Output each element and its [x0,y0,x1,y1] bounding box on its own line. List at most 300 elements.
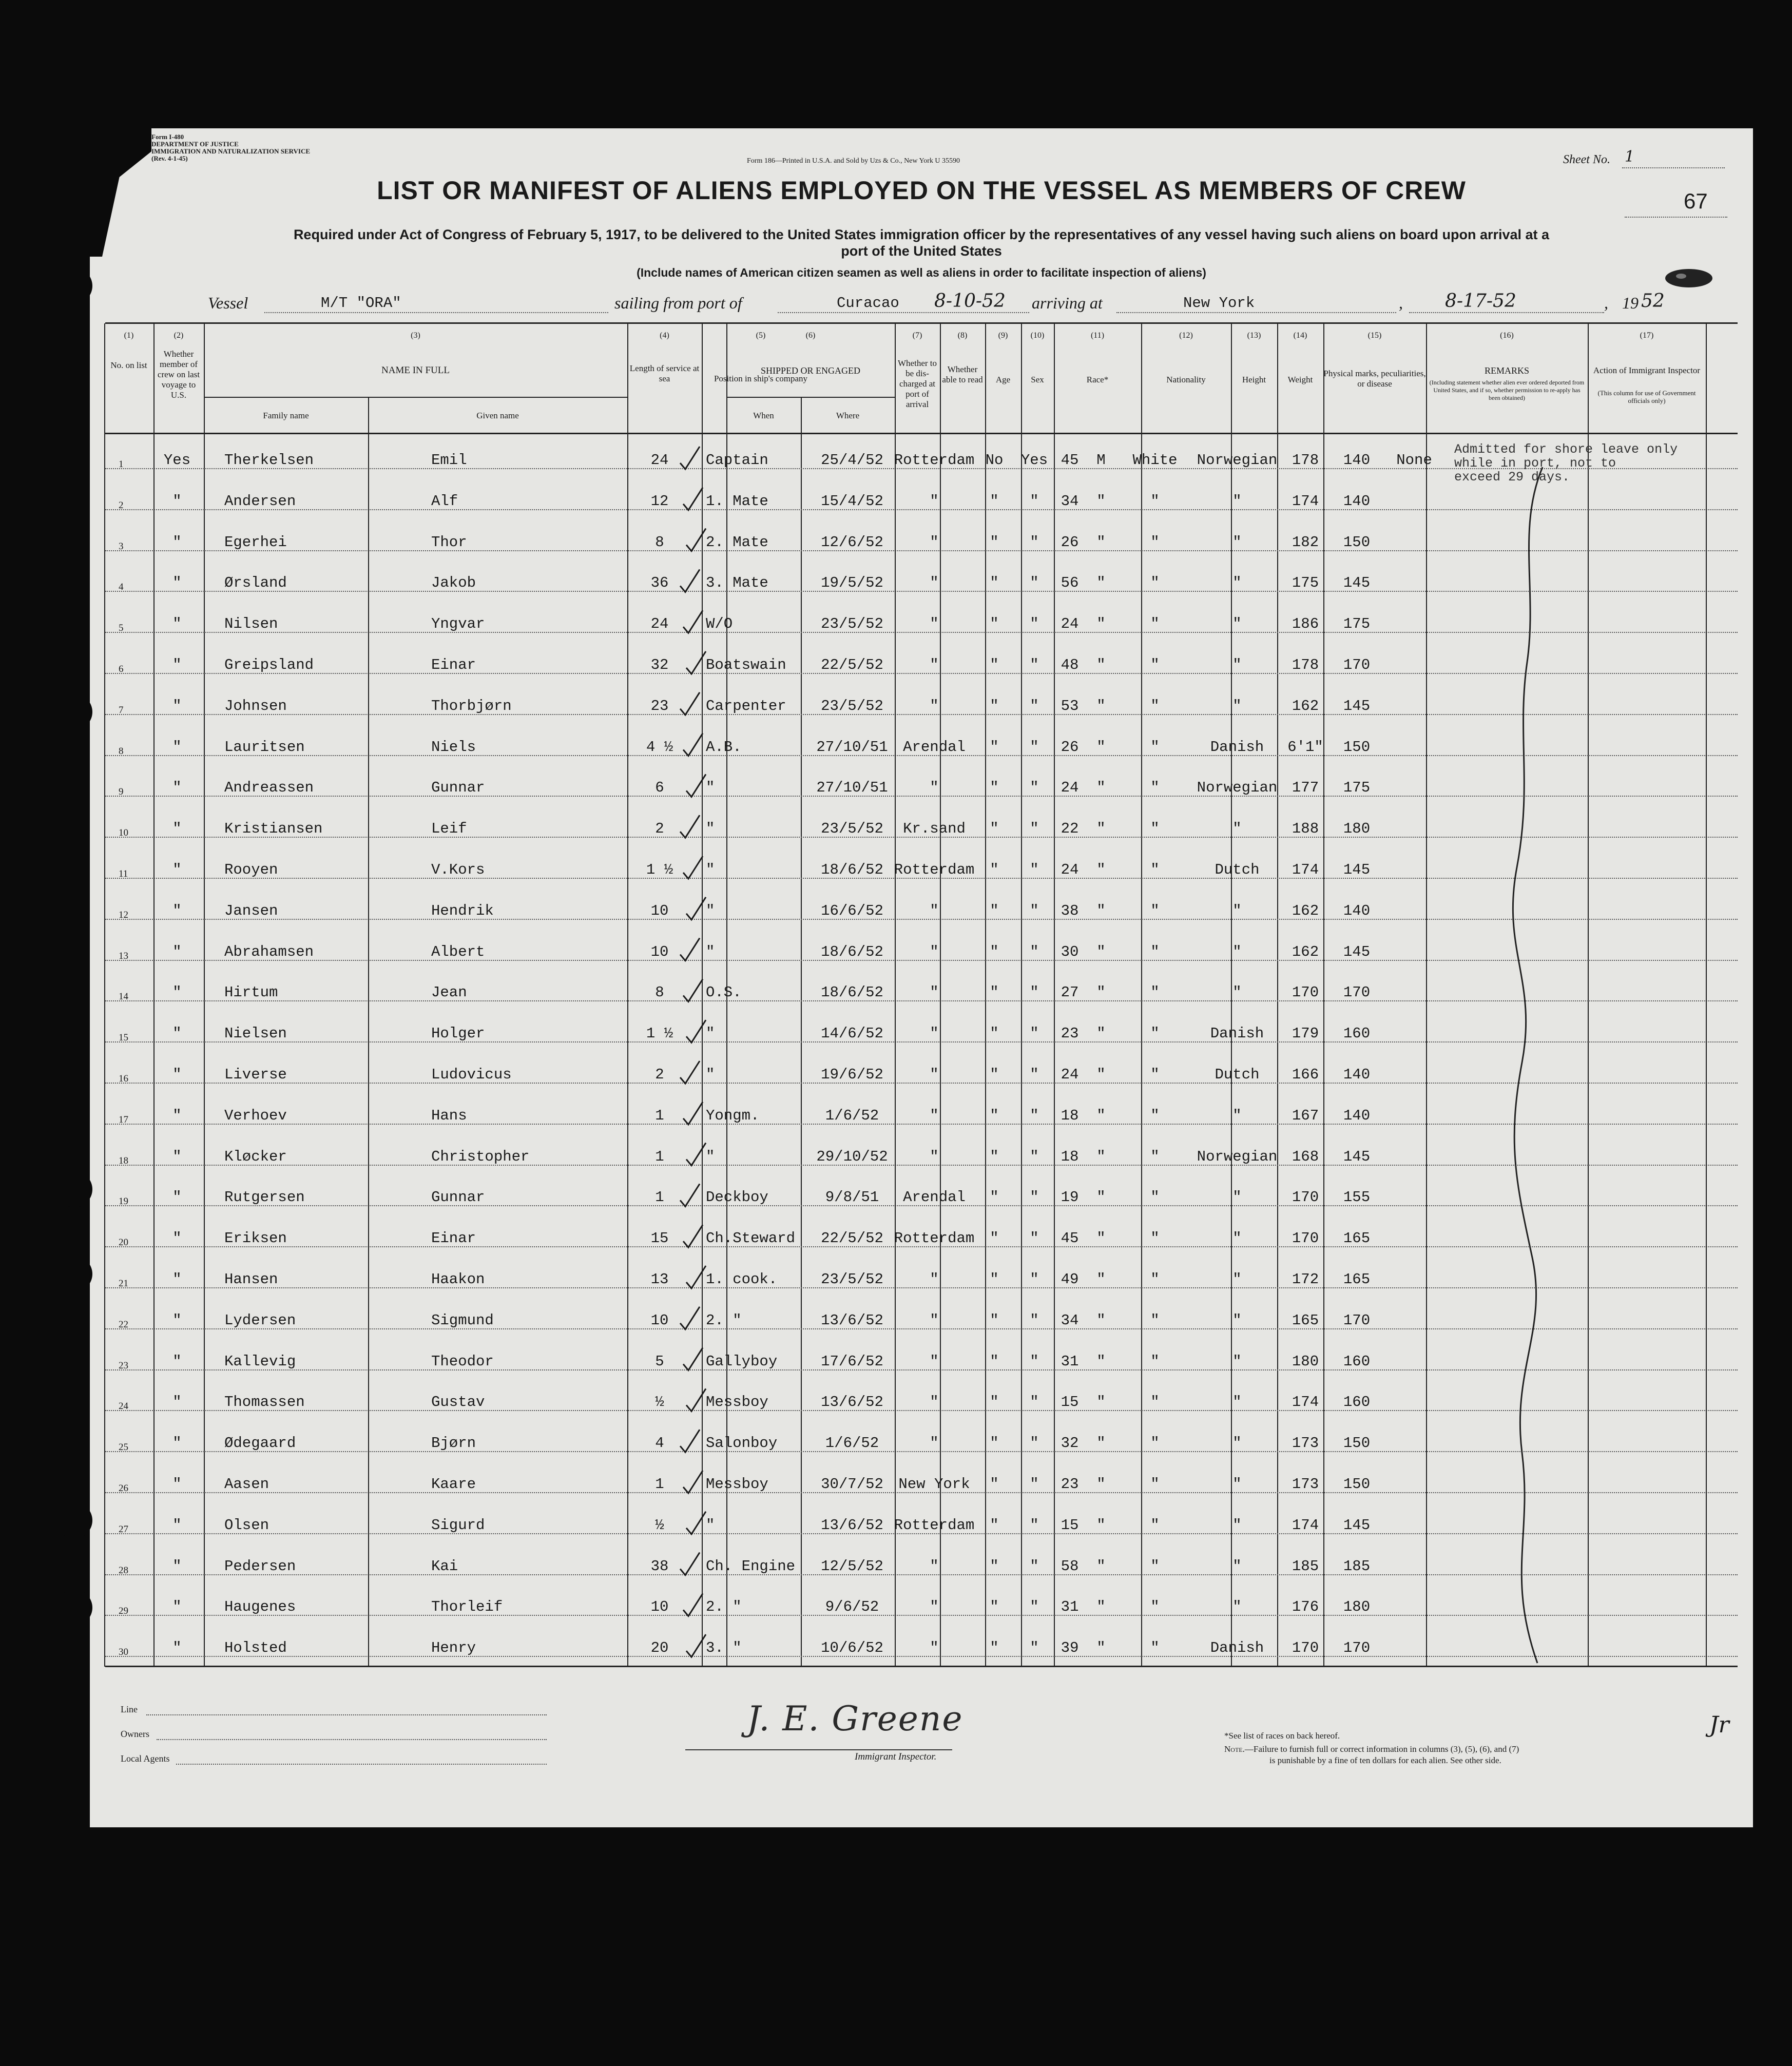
row-number: 6 [119,664,124,674]
cell-when: 29/10/52 [816,1148,888,1165]
cell-age: 15 [1061,1394,1079,1411]
cell-service: 15 [650,1230,669,1247]
subtitle-line-2: port of the United States [841,243,1002,259]
vessel-name: M/T "ORA" [321,295,401,312]
cell-nationality: " [1232,533,1242,551]
subtitle-line-1: Required under Act of Congress of February 5, 1917, to be delivered to the United States immigration officer by the representatives of any vessel having such aliens on board upon arrival at a [293,227,1550,242]
cell-discharged: " [990,1598,999,1616]
cell-given: Haakon [431,1271,485,1288]
cell-read: " [1030,861,1039,878]
cell-where: Rotterdam [894,1230,975,1247]
cell-where: " [930,1311,939,1329]
cell-discharged: " [990,697,999,715]
cell-when: 10/6/52 [821,1639,883,1657]
cell-age: 22 [1061,820,1079,838]
cell-age: 39 [1061,1639,1079,1657]
cell-age: 38 [1061,902,1079,919]
cell-height: 170 [1292,1639,1319,1657]
cell-position: 3. Mate [706,574,768,592]
form-id-line: Form I-480 [151,133,184,141]
remarks-stamp-line: Admitted for shore leave only [1454,442,1678,457]
cell-age: 45 [1061,1230,1079,1247]
cell-prev: " [172,1230,182,1247]
cell-position: " [706,1148,715,1165]
cell-where: Rotterdam [894,452,975,469]
cell-sex: " [1096,1025,1106,1042]
cell-age: 19 [1061,1189,1079,1206]
cell-age: 26 [1061,738,1079,756]
cell-race: " [1150,574,1160,592]
cell-where: " [930,779,939,797]
form-id-line: IMMIGRATION AND NATURALIZATION SERVICE [151,147,311,155]
cell-height: 173 [1292,1476,1319,1493]
cell-sex: " [1096,1311,1106,1329]
cell-prev: " [172,1598,182,1616]
cell-where: " [930,657,939,673]
row-number: 10 [119,827,128,839]
cell-weight: 140 [1343,1107,1371,1124]
cell-nationality: " [1232,1598,1242,1616]
column-number: (8) [957,331,968,340]
cell-discharged: No [985,452,1004,469]
cell-weight: 150 [1343,1476,1371,1493]
cell-given: Gustav [431,1394,485,1411]
col-header-family: Family name [263,411,309,420]
cell-read: " [1030,1148,1039,1165]
cell-service: 1 [655,1189,664,1206]
cell-weight: 160 [1343,1394,1371,1411]
cell-weight: 170 [1343,1639,1371,1657]
cell-sex: " [1096,1189,1106,1206]
cell-given: Thorleif [431,1598,503,1616]
cell-family: Kløcker [224,1148,287,1165]
cell-nationality: " [1232,1516,1242,1534]
col-header-discharged: Whether to be dis-charged at port of arrival [898,358,937,409]
cell-height: 175 [1292,574,1319,592]
cell-nationality: " [1232,902,1242,919]
check-mark [680,569,700,592]
cell-age: 34 [1061,1311,1079,1329]
col-header-remarks: REMARKS [1484,365,1530,376]
cell-prev: " [172,1107,182,1124]
cell-discharged: " [990,1230,999,1247]
cell-given: Hendrik [431,902,494,919]
cell-sex: " [1096,697,1106,715]
cell-height: 174 [1292,1516,1319,1534]
cell-discharged: " [990,1311,999,1329]
cell-family: Kallevig [224,1353,296,1370]
cell-when: 15/4/52 [821,492,883,510]
col-header-when: When [753,411,774,420]
punch-hole [56,1256,92,1292]
cell-height: 173 [1292,1435,1319,1452]
cell-when: 13/6/52 [821,1311,883,1329]
cell-height: 6'1" [1287,738,1323,756]
cell-where: " [930,1107,939,1124]
column-number: (13) [1247,331,1261,340]
cell-nationality: Norwegian [1197,779,1278,797]
cell-prev: " [172,1025,182,1042]
cell-service: 24 [650,615,669,633]
cell-nationality: " [1232,1230,1242,1247]
cell-service: 2 [655,1066,664,1083]
check-mark [686,651,706,674]
cell-discharged: " [990,902,999,919]
cell-weight: 170 [1343,984,1371,1001]
cell-where: Arendal [903,1189,966,1206]
row-number: 14 [119,991,128,1002]
sailing-date: 8-10-52 [934,291,1006,312]
cell-prev: " [172,943,182,960]
cell-weight: 185 [1343,1557,1371,1575]
sailing-from-label: sailing from port of [614,294,742,312]
cell-prev: " [172,1271,182,1288]
cell-nationality: " [1232,697,1242,715]
cell-when: 27/10/51 [816,779,888,797]
cell-sex: " [1096,1516,1106,1534]
cell-nationality: " [1232,1271,1242,1288]
cell-race: " [1150,1148,1160,1165]
column-number: (12) [1179,331,1193,340]
cell-sex: " [1096,1148,1106,1165]
cell-family: Liverse [224,1066,287,1083]
cell-given: Kaare [431,1476,476,1493]
col-header-race: Race* [1086,375,1109,384]
cell-when: 9/8/51 [825,1189,879,1206]
cell-nationality: " [1232,574,1242,592]
cell-discharged: " [990,861,999,878]
col-header-action-note: (This column for use of Government officials only) [1597,389,1696,404]
footer-agents-label: Local Agents [121,1753,170,1764]
cell-position: Salonboy [706,1435,778,1452]
cell-position: 3. " [706,1639,742,1657]
cell-service: 10 [650,902,669,919]
cell-family: Abrahamsen [224,943,314,960]
col-header-read: Whether able to read [942,364,983,384]
cell-weight: 145 [1343,574,1371,592]
cell-weight: 145 [1343,1148,1371,1165]
cell-when: 22/5/52 [821,1230,883,1247]
cell-position: 2. " [706,1598,742,1616]
col-header-no: No. on list [110,360,147,370]
cell-nationality: " [1232,943,1242,960]
cell-position: Boatswain [706,657,786,673]
comma-separator: , [1604,294,1608,312]
punch-hole [56,1502,92,1538]
cell-service: 1 [655,1476,664,1493]
cell-read: " [1030,615,1039,633]
cell-sex: " [1096,861,1106,878]
cell-prev: " [172,615,182,633]
cell-read: " [1030,1476,1039,1493]
cell-age: 15 [1061,1516,1079,1534]
cell-service: 1 [655,1148,664,1165]
cell-service: 2 [655,820,664,838]
col-header-height: Height [1242,375,1266,384]
cell-height: 162 [1292,697,1319,715]
note-label: Note. [1224,1744,1245,1754]
cell-prev: " [172,1435,182,1452]
cell-where: " [930,1148,939,1165]
cell-where: " [930,902,939,919]
row-number: 21 [119,1278,128,1289]
row-number: 11 [119,868,128,879]
penalty-note-2: is punishable by a fine of ten dollars for each alien. See other side. [1269,1755,1501,1765]
cell-sex: " [1096,1230,1106,1247]
cell-sex: " [1096,1557,1106,1575]
cell-age: 24 [1061,615,1079,633]
cell-height: 186 [1292,615,1319,633]
cell-read: " [1030,820,1039,838]
cell-prev: " [172,984,182,1001]
cell-discharged: " [990,1025,999,1042]
col-header-service: Length of service at sea [629,363,700,383]
cell-nationality: Danish [1210,1025,1264,1042]
footer-owners-underline [157,1739,547,1740]
cell-discharged: " [990,1353,999,1370]
cell-given: Jean [431,984,467,1001]
cell-nationality: " [1232,1353,1242,1370]
cell-sex: " [1096,779,1106,797]
row-number: 15 [119,1032,128,1044]
punch-hole [56,1171,92,1207]
col-header-remarks-note: (Including statement whether alien ever ordered deported from United States, and if so, whether permission to re-apply has been obtained) [1429,379,1585,401]
cell-position: " [706,943,715,960]
cell-nationality: Dutch [1215,861,1260,878]
cell-family: Andreassen [224,779,314,797]
cell-when: 14/6/52 [821,1025,883,1042]
cell-weight: 145 [1343,861,1371,878]
cell-weight: 180 [1343,820,1371,838]
cell-discharged: " [990,1476,999,1493]
cell-given: Theodor [431,1353,494,1370]
cell-read: " [1030,1311,1039,1329]
check-mark [680,938,700,961]
cell-prev: " [172,861,182,878]
cell-read: Yes [1020,452,1048,469]
year-prefix: 19 [1622,294,1639,312]
check-mark [683,856,703,879]
cell-nationality: Danish [1210,1639,1264,1657]
cell-when: 22/5/52 [821,657,883,673]
cell-given: Holger [431,1025,485,1042]
cell-nationality: " [1232,1107,1242,1124]
cell-read: " [1030,492,1039,510]
column-number: (15) [1367,331,1382,340]
cell-discharged: " [990,492,999,510]
column-number: (7) [912,331,922,340]
cell-prev: " [172,1476,182,1493]
cell-service: ½ [655,1516,664,1534]
cell-height: 176 [1292,1598,1319,1616]
col-header-sex: Sex [1031,375,1044,384]
check-mark [686,1388,706,1411]
cell-race: " [1150,1025,1160,1042]
form-id-line: DEPARTMENT OF JUSTICE [151,140,239,148]
cell-race: " [1150,1066,1160,1083]
cell-where: " [930,615,939,633]
cell-prev: " [172,574,182,592]
cell-race: " [1150,738,1160,756]
cell-read: " [1030,1639,1039,1657]
cell-position: Yongm. [706,1107,760,1124]
cell-given: Bjørn [431,1435,476,1452]
cell-nationality: " [1232,820,1242,838]
signature-caption: Immigrant Inspector. [855,1751,937,1762]
col-header-nationality: Nationality [1166,375,1206,384]
cell-given: Jakob [431,574,476,592]
check-mark [683,1102,703,1125]
cell-race: " [1150,1107,1160,1124]
cell-when: 27/10/51 [816,738,888,756]
cell-read: " [1030,902,1039,919]
check-mark [680,1553,700,1575]
cell-service: 1 ½ [646,861,673,878]
cell-where: " [930,943,939,960]
cell-sex: " [1096,1598,1106,1616]
cell-family: Nielsen [224,1025,287,1042]
cell-family: Lauritsen [224,738,305,756]
check-mark [680,1430,700,1452]
cell-race: " [1150,1230,1160,1247]
cell-read: " [1030,574,1039,592]
cell-sex: " [1096,943,1106,960]
cell-family: Jansen [224,902,278,919]
cell-prev: " [172,1353,182,1370]
cell-service: 4 ½ [646,738,673,756]
sheet-number: 1 [1625,148,1635,166]
cell-sex: " [1096,984,1106,1001]
cell-race: " [1150,657,1160,673]
cell-sex: " [1096,533,1106,551]
cell-discharged: " [990,1557,999,1575]
cell-position: " [706,861,715,878]
cell-position: W/O [706,615,733,633]
remarks-stamp-line: exceed 29 days. [1454,470,1570,485]
row-number: 12 [119,909,128,920]
cell-family: Kristiansen [224,820,323,838]
cell-when: 12/6/52 [821,533,883,551]
cell-read: " [1030,779,1039,797]
cell-when: 18/6/52 [821,984,883,1001]
cell-nationality: " [1232,1557,1242,1575]
row-number: 22 [119,1319,128,1330]
form-id-line: (Rev. 4-1-45) [151,155,188,162]
row-number: 3 [119,540,124,552]
cell-race: " [1150,533,1160,551]
check-mark [683,1471,703,1493]
cell-age: 56 [1061,574,1079,592]
cell-race: " [1150,1557,1160,1575]
cell-prev: " [172,697,182,715]
comma-separator: , [1399,294,1403,312]
cell-read: " [1030,1025,1039,1042]
row-number: 25 [119,1442,128,1453]
inspector-signature: J. E. Greene [747,1699,964,1739]
cell-family: Verhoev [224,1107,287,1124]
cell-given: Sigmund [431,1311,494,1329]
cell-discharged: " [990,820,999,838]
cell-weight: 165 [1343,1271,1371,1288]
cell-weight: 155 [1343,1189,1371,1206]
cell-family: Nilsen [224,615,278,633]
row-number: 23 [119,1360,128,1371]
cell-service: 13 [650,1271,669,1288]
check-mark [686,1266,706,1288]
cell-discharged: " [990,615,999,633]
cell-race: " [1150,1516,1160,1534]
cell-where: " [930,1639,939,1657]
cell-family: Rooyen [224,861,278,878]
cell-given: Niels [431,738,476,756]
cell-race: " [1150,1639,1160,1657]
cell-service: 10 [650,943,669,960]
row-number: 13 [119,950,128,961]
cell-sex: M [1096,452,1106,469]
cell-sex: " [1096,1435,1106,1452]
cell-prev: " [172,1189,182,1206]
col-header-weight: Weight [1287,375,1313,384]
cell-read: " [1030,1230,1039,1247]
cell-prev: " [172,1311,182,1329]
col-header-given: Given name [476,411,519,420]
cell-sex: " [1096,492,1106,510]
cell-height: 182 [1292,533,1319,551]
cell-family: Andersen [224,492,296,510]
check-mark [683,488,703,510]
note-text: —Failure to furnish full or correct information in columns (3), (5), (6), and (7) [1244,1744,1519,1754]
cell-given: Christopher [431,1148,530,1165]
cell-when: 19/6/52 [821,1066,883,1083]
cell-height: 170 [1292,1230,1319,1247]
cell-height: 188 [1292,820,1319,838]
cell-when: 23/5/52 [821,697,883,715]
cell-read: " [1030,697,1039,715]
cell-sex: " [1096,1394,1106,1411]
cell-family: Hansen [224,1271,278,1288]
cell-where: " [930,1066,939,1083]
check-mark [680,447,700,469]
row-number: 1 [119,459,124,470]
cell-prev: " [172,820,182,838]
cell-race: " [1150,492,1160,510]
cell-position: " [706,1516,715,1534]
cell-weight: 170 [1343,1311,1371,1329]
cell-sex: " [1096,1107,1106,1124]
cell-discharged: " [990,1148,999,1165]
check-mark [686,1143,706,1166]
arriving-at-label: arriving at [1032,294,1103,312]
cell-age: 18 [1061,1148,1079,1165]
cell-race: " [1150,1189,1160,1206]
cell-read: " [1030,738,1039,756]
cell-discharged: " [990,984,999,1001]
cell-given: Albert [431,943,485,960]
cell-family: Ørsland [224,574,287,592]
col-header-name: NAME IN FULL [381,365,450,376]
cell-height: 178 [1292,452,1319,469]
cell-read: " [1030,1107,1039,1124]
cell-where: " [930,1435,939,1452]
column-number: (1) [124,331,134,340]
cell-prev: " [172,492,182,510]
cell-discharged: " [990,943,999,960]
cell-family: Ødegaard [224,1435,296,1452]
cell-read: " [1030,1066,1039,1083]
cell-given: Thorbjørn [431,697,512,715]
cell-nationality: Dutch [1215,1066,1260,1083]
cell-position: Ch. Engine [706,1557,796,1575]
